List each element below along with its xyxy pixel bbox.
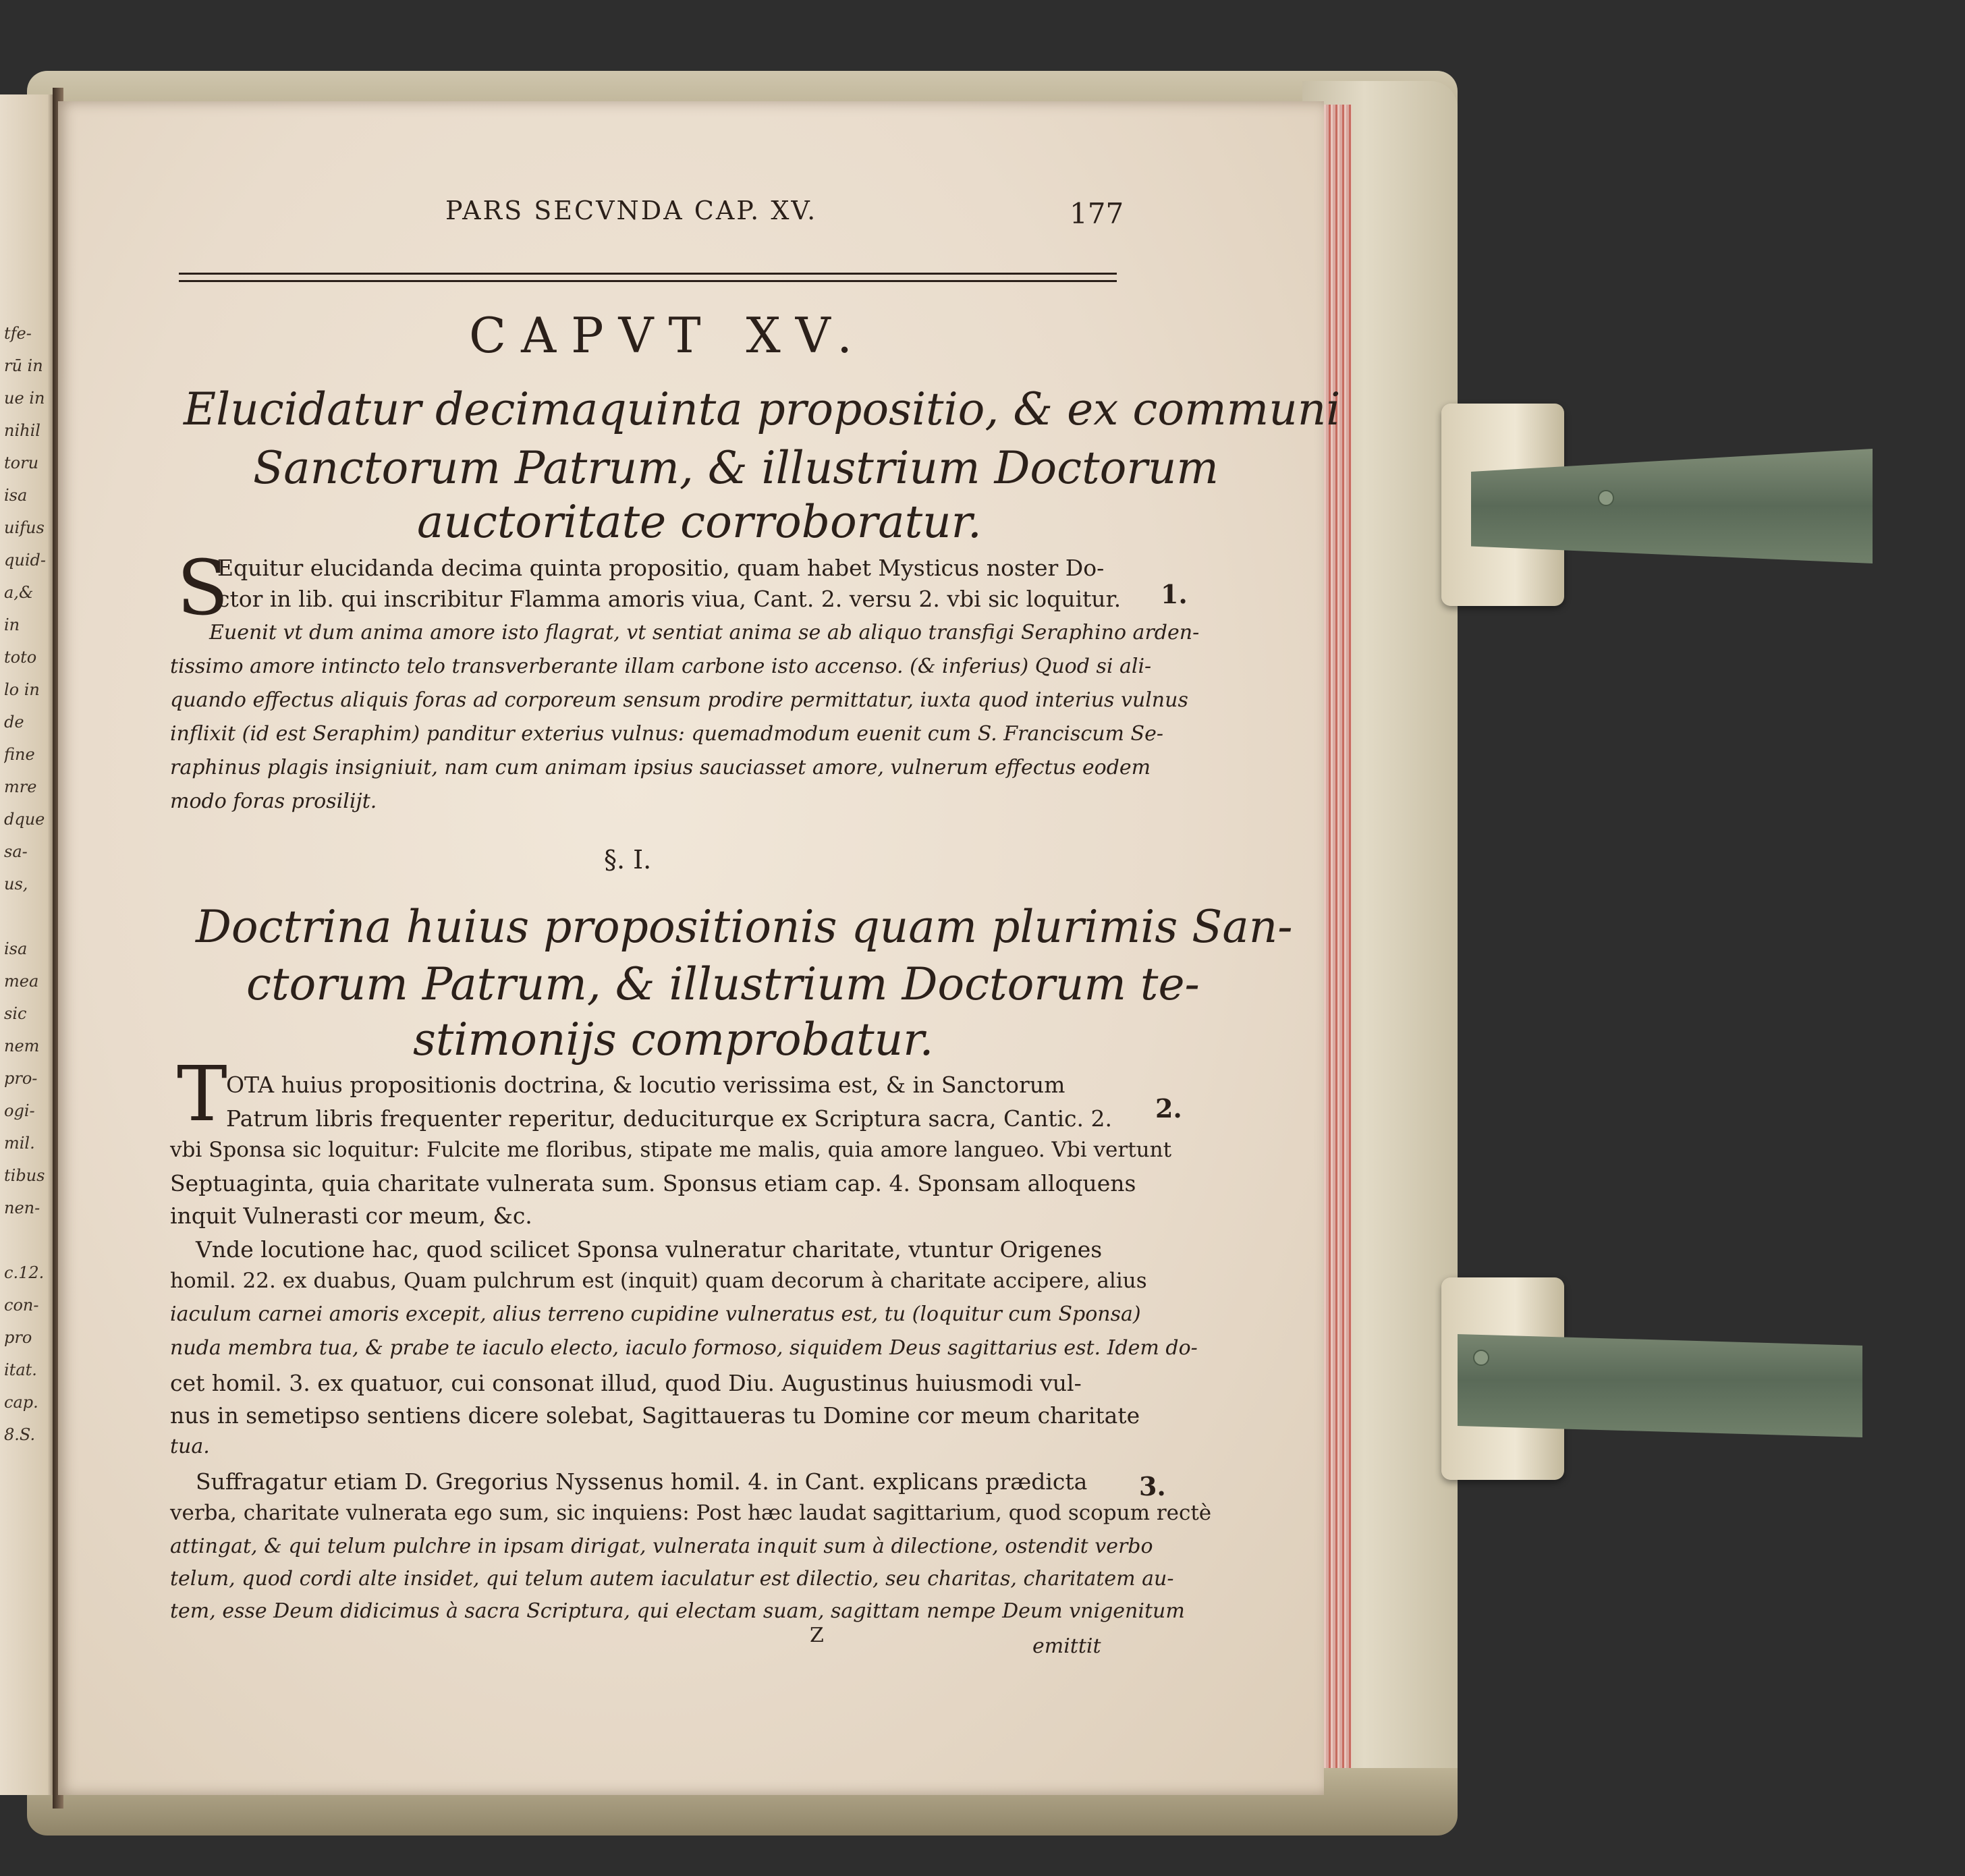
clasp-rivet xyxy=(1598,490,1614,506)
clasp-strap-bottom xyxy=(1458,1323,1862,1437)
page-number: 177 xyxy=(1070,197,1124,230)
text-line: attingat, & qui telum pulchre in ipsam dirigat, vulnerata inquit sum à dilectione, ostendit verbo xyxy=(170,1535,1153,1558)
text-line: vbi Sponsa sic loquitur: Fulcite me floribus, stipate me malis, quia amore langueo. Vbi vertunt xyxy=(170,1138,1172,1162)
text-line: tem, esse Deum didicimus à sacra Scriptura, qui electam suam, sagittam nempe Deum vnigenitum xyxy=(170,1599,1185,1623)
drop-cap: T xyxy=(177,1051,227,1138)
text-line: Suffragatur etiam D. Gregorius Nyssenus homil. 4. in Cant. explicans prædicta xyxy=(196,1468,1088,1495)
text-line: Patrum libris frequenter reperitur, deduciturque ex Scriptura sacra, Cantic. 2. xyxy=(226,1105,1112,1132)
text-line: verba, charitate vulnerata ego sum, sic inquiens: Post hæc laudat sagittarium, quod scopum rectè xyxy=(170,1501,1212,1525)
quote-line: raphinus plagis insigniuit, nam cum animam ipsius sauciasset amore, vulnerum effectus eodem xyxy=(170,756,1151,779)
section-heading-line: ctorum Patrum, & illustrium Doctorum te- xyxy=(246,958,1200,1010)
chapter-heading-line: auctoritate corroboratur. xyxy=(417,496,982,548)
text-line: OTA huius propositionis doctrina, & locutio verissima est, & in Sanctorum xyxy=(226,1072,1065,1098)
left-page xyxy=(0,94,59,1795)
margin-number: 3. xyxy=(1139,1471,1166,1501)
quote-line: tissimo amore intincto telo transverberante illam carbone isto accenso. (& inferius) Quod si ali- xyxy=(170,655,1152,678)
text-line: inquit Vulnerasti cor meum, &c. xyxy=(170,1203,532,1229)
section-label: §. I. xyxy=(604,845,652,875)
chapter-title: CAPVT XV. xyxy=(469,307,867,364)
text-line: cet homil. 3. ex quatuor, cui consonat illud, quod Diu. Augustinus huiusmodi vul- xyxy=(170,1370,1082,1396)
margin-number: 1. xyxy=(1161,579,1188,609)
chapter-heading-line: Sanctorum Patrum, & illustrium Doctorum xyxy=(253,442,1219,494)
text-line: iaculum carnei amoris excepit, alius terreno cupidine vulneratus est, tu (loquitur cum Sponsa) xyxy=(170,1302,1141,1326)
drop-cap: S xyxy=(177,545,229,632)
text-line: telum, quod cordi alte insidet, qui telum autem iaculatur est dilectio, seu charitas, charitatem au- xyxy=(170,1567,1174,1591)
text-line: Equitur elucidanda decima quinta propositio, quam habet Mysticus noster Do- xyxy=(217,555,1105,581)
signature-mark: Z xyxy=(810,1624,824,1647)
section-heading-line: Doctrina huius propositionis quam plurimis San- xyxy=(196,901,1293,953)
quote-line: quando effectus aliquis foras ad corporeum sensum prodire permittatur, iuxta quod interius vulnus xyxy=(170,688,1188,712)
text-line: nuda membra tua, & prabe te iaculo electo, iaculo formoso, siquidem Deus sagittarius est. Idem do- xyxy=(170,1336,1198,1360)
section-heading-line: stimonijs comprobatur. xyxy=(413,1014,934,1066)
text-line: homil. 22. ex duabus, Quam pulchrum est (inquit) quam decorum à charitate accipere, alius xyxy=(170,1269,1147,1293)
quote-line: modo foras prosilijt. xyxy=(170,790,377,813)
text-line: ctor in lib. qui inscribitur Flamma amoris viua, Cant. 2. versu 2. vbi sic loquitur. xyxy=(217,586,1122,612)
quote-line: inflixit (id est Seraphim) panditur exterius vulnus: quemadmodum euenit cum S. Franciscum Se- xyxy=(170,722,1163,746)
text-line: Vnde locutione hac, quod scilicet Sponsa vulneratur charitate, vtuntur Origenes xyxy=(196,1236,1103,1263)
chapter-heading-line: Elucidatur decimaquinta propositio, & ex communi xyxy=(184,383,1341,435)
margin-number: 2. xyxy=(1155,1093,1182,1124)
clasp-rivet xyxy=(1473,1350,1489,1366)
catchword: emittit xyxy=(1032,1634,1101,1658)
header-rule xyxy=(179,273,1117,282)
left-page-fragments: tfe- rū in ue in nihil toru isa uifus quid- a,& in toto lo in de fine mre dque sa- us, isa mea sic nem pro- ogi- mil. tibus nen- c.12. con- pro itat. cap. 8.S. xyxy=(4,324,46,1444)
text-line: Septuaginta, quia charitate vulnerata sum. Sponsus etiam cap. 4. Sponsam alloquens xyxy=(170,1170,1136,1196)
red-page-edges xyxy=(1319,105,1352,1792)
text-line: tua. xyxy=(170,1435,210,1458)
quote-line: Euenit vt dum anima amore isto flagrat, vt sentiat anima se ab aliquo transfigi Seraphino arden- xyxy=(209,621,1200,644)
running-title: PARS SECVNDA CAP. XV. xyxy=(445,196,818,225)
text-line: nus in semetipso sentiens dicere solebat, Sagittaueras tu Domine cor meum charitate xyxy=(170,1402,1140,1429)
